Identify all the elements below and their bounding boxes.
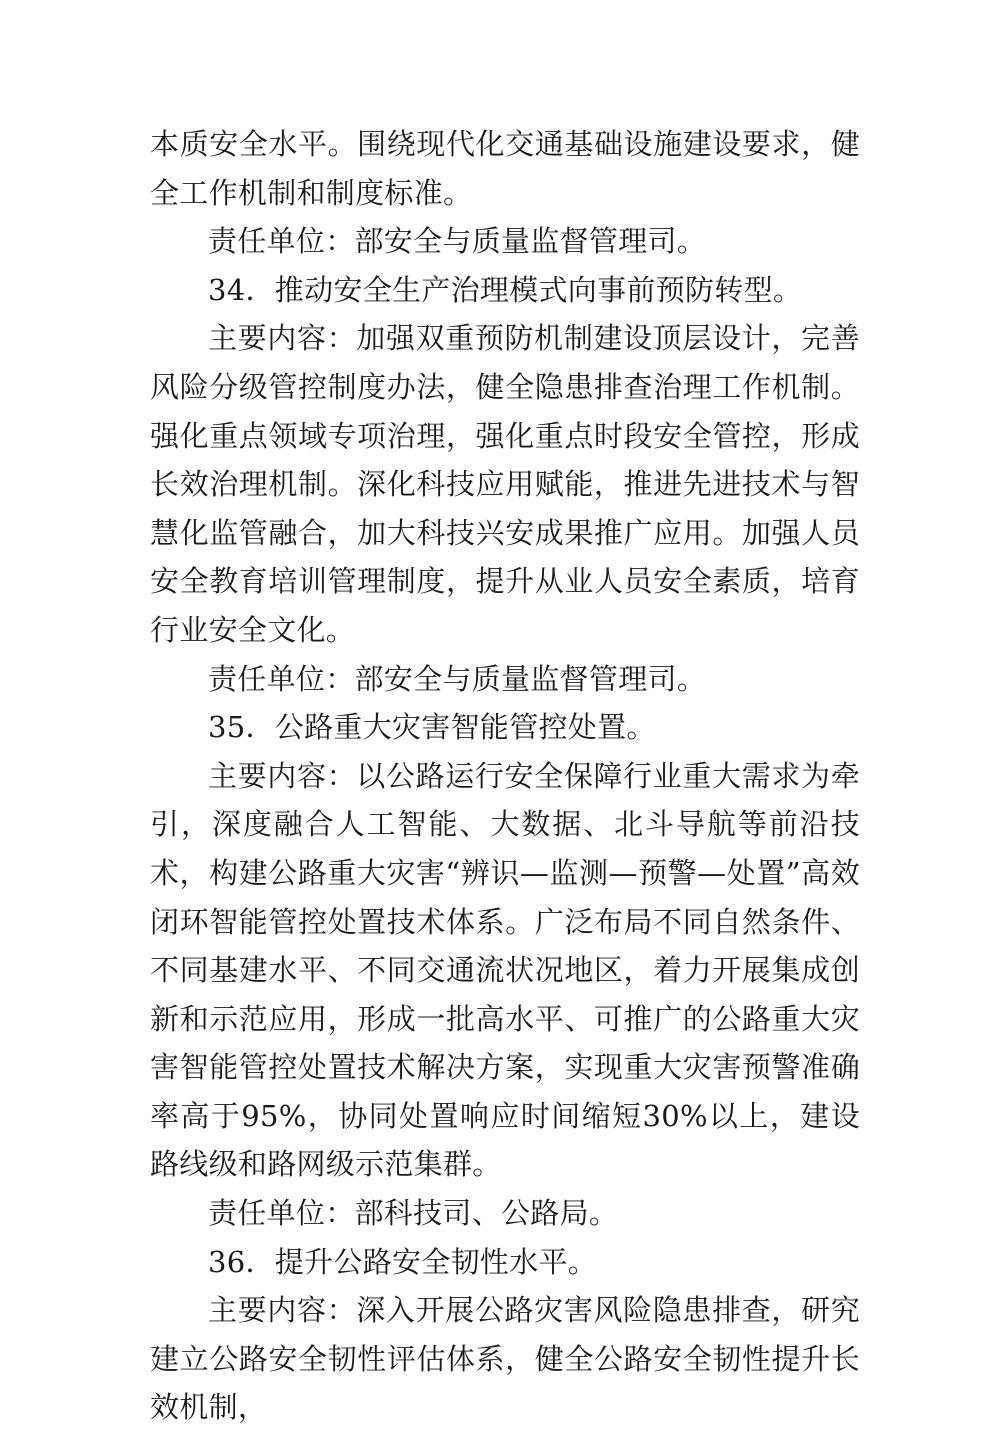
item-heading-35: 35．公路重大灾害智能管控处置。 [208,710,656,745]
responsible-unit-paragraph: 责任单位：部科技司、公路局。 [208,1196,619,1231]
item-heading-34: 34．推动安全生产治理模式向事前预防转型。 [208,272,803,307]
document-body [150,120,860,1432]
main-content-paragraph-35: 主要内容：以公路运行安全保障行业重大需求为牵引，深度融合人工智能、大数据、北斗导航等前沿技术，构建公路重大灾害“辨识—监测—预警—处置”高效闭环智能管控处置技术体系。广泛布局不同自然条件、不同基建水平、不同交通流状况地区，着力开展集成创新和示范应用，形成一批高水平、可推广的公路重大灾害智能管控处置技术解决方案，实现重大灾害预警准确率高于95%，协同处置响应时间缩短30%以上，建设路线级和路网级示范集群。 [150,758,860,1182]
responsible-unit-paragraph: 责任单位：部安全与质量监督管理司。 [208,661,707,696]
paragraph-continuation: 本质安全水平。围绕现代化交通基础设施建设要求，健全工作机制和制度标准。 [150,127,860,210]
responsible-unit-paragraph: 责任单位：部安全与质量监督管理司。 [208,224,707,259]
main-content-paragraph-34: 主要内容：加强双重预防机制建设顶层设计，完善风险分级管控制度办法，健全隐患排查治理工作机制。强化重点领域专项治理，强化重点时段安全管控，形成长效治理机制。深化科技应用赋能，推进先进技术与智慧化监管融合，加大科技兴安成果推广应用。加强人员安全教育培训管理制度，提升从业人员安全素质，培育行业安全文化。 [150,321,860,647]
main-content-paragraph-36: 主要内容：深入开展公路灾害风险隐患排查，研究建立公路安全韧性评估体系，健全公路安全韧性提升长效机制， [150,1293,860,1425]
item-heading-36: 36．提升公路安全韧性水平。 [208,1244,598,1279]
